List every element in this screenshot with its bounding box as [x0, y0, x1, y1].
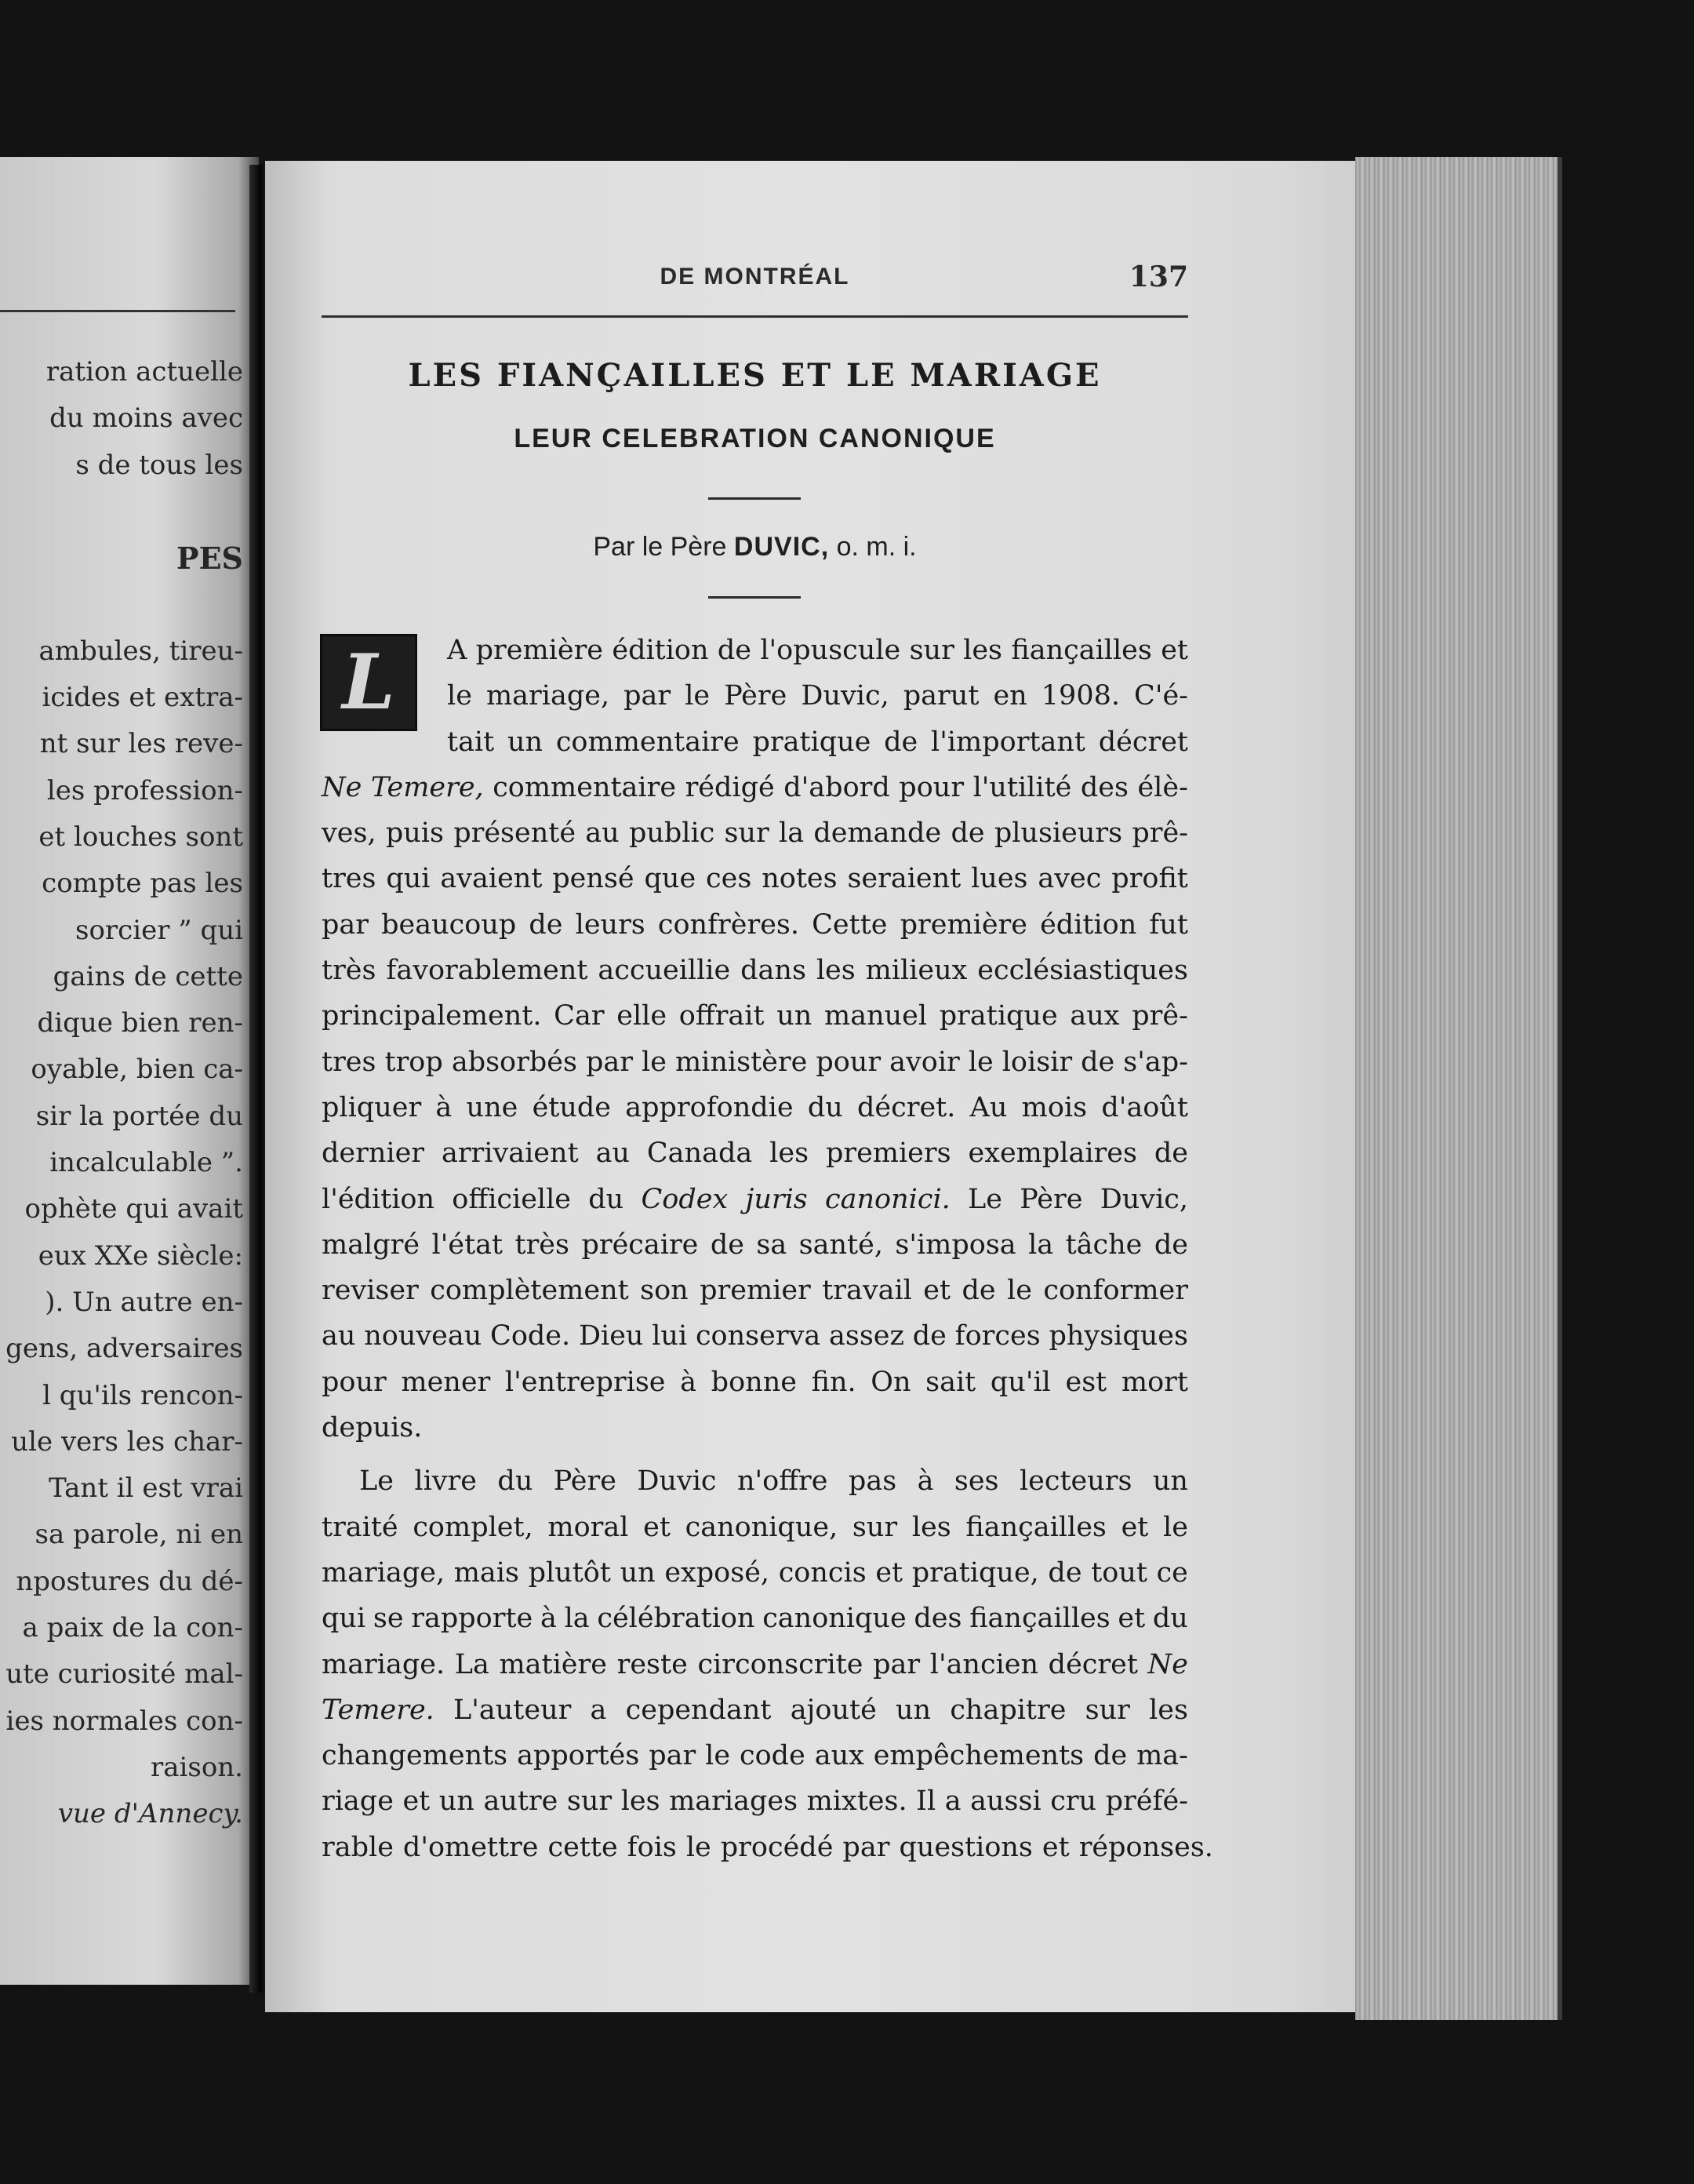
- left-page-line: sorcier ” qui: [75, 914, 243, 946]
- article-title: LES FIANÇAILLES ET LE MARIAGE: [408, 357, 1102, 394]
- body-line: reviser complètement son premier travail et de le conformer: [322, 1275, 1188, 1307]
- left-page-line: [0, 581, 243, 628]
- body-line: le mariage, par le Père Duvic, parut en 1908. C'é-: [447, 680, 1188, 712]
- left-page-line: [0, 489, 243, 535]
- article-subtitle: LEUR CELEBRATION CANONIQUE: [514, 424, 996, 453]
- header-rule: [322, 315, 1188, 318]
- left-page-line: PES: [176, 541, 243, 577]
- body-line: rable d'omettre cette fois le procédé par questions et réponses.: [322, 1831, 1213, 1863]
- body-line: mariage. La matière reste circonscrite par l'ancien décret Ne: [322, 1648, 1188, 1680]
- body-line: qui se rapporte à la célébration canonique des fiançailles et du: [322, 1603, 1188, 1635]
- body-line: malgré l'état très précaire de sa santé, s'imposa la tâche de: [322, 1228, 1188, 1261]
- left-page-line: dique bien ren-: [37, 1007, 243, 1039]
- left-page-line: ophète qui avait: [24, 1193, 243, 1225]
- body-line: tres trop absorbés par le ministère pour avoir le loisir de s'ap-: [322, 1046, 1188, 1078]
- body-line: depuis.: [322, 1412, 423, 1444]
- left-page-line: du moins avec: [49, 402, 243, 435]
- left-page-line: compte pas les: [42, 868, 243, 900]
- byline: [322, 532, 1188, 562]
- byline-prefix: Par le Père: [593, 532, 727, 562]
- body-line: pliquer à une étude approfondie du décret. Au mois d'août: [322, 1091, 1188, 1123]
- byline-divider: [708, 596, 801, 599]
- body-line: au nouveau Code. Dieu lui conserva assez de forces physiques: [322, 1320, 1188, 1352]
- left-page-line: eux XXe siècle:: [38, 1239, 243, 1272]
- body-line: tres qui avaient pensé que ces notes seraient lues avec profit: [322, 863, 1188, 895]
- body-line: riage et un autre sur les mariages mixtes. Il a aussi cru préfé-: [322, 1785, 1188, 1818]
- left-page-line: a paix de la con-: [22, 1612, 243, 1644]
- body-line: Le livre du Père Duvic n'offre pas à ses lecteurs un: [359, 1465, 1188, 1498]
- body-line: changements apportés par le code aux empêchements de ma-: [322, 1740, 1188, 1772]
- body-line: traité complet, moral et canonique, sur les fiançailles et le: [322, 1511, 1188, 1543]
- running-title: DE MONTRÉAL: [660, 264, 850, 289]
- left-page-line: gens, adversaires: [5, 1333, 243, 1365]
- left-page-line: incalculable ”.: [49, 1147, 243, 1179]
- body-line: tait un commentaire pratique de l'important décret: [447, 726, 1188, 758]
- left-page-line: vue d'Annecy.: [57, 1798, 243, 1830]
- left-page-line: ambules, tireu-: [38, 635, 243, 667]
- byline-author: DUVIC,: [733, 532, 830, 562]
- left-page-line: sir la portée du: [35, 1100, 243, 1132]
- left-page-line: icides et extra-: [42, 682, 243, 714]
- body-line: principalement. Car elle offrait un manuel pratique aux prê-: [322, 1000, 1188, 1032]
- left-page-line: ration actuelle: [45, 356, 243, 388]
- left-page-line: ies normales con-: [5, 1705, 243, 1737]
- body-line: mariage, mais plutôt un exposé, concis et pratique, de tout ce: [322, 1556, 1188, 1589]
- body-line: Ne Temere, commentaire rédigé d'abord pour l'utilité des élè-: [322, 771, 1188, 803]
- body-line: l'édition officielle du Codex juris canonici. Le Père Duvic,: [322, 1183, 1188, 1215]
- left-page-line: npostures du dé-: [16, 1565, 243, 1597]
- page-edges: [1355, 157, 1562, 2020]
- left-page-line: sa parole, ni en: [35, 1519, 243, 1551]
- running-head: [322, 260, 1188, 297]
- body-line: pour mener l'entreprise à bonne fin. On sait qu'il est mort: [322, 1366, 1188, 1398]
- left-page-line: oyable, bien ca-: [31, 1054, 243, 1086]
- left-page-line: les profession-: [46, 774, 243, 806]
- body-line: A première édition de l'opuscule sur les fiançailles et: [447, 635, 1188, 666]
- body-line: par beaucoup de leurs confrères. Cette première édition fut: [322, 908, 1188, 941]
- body-line: très favorablement accueillie dans les milieux ecclésiastiques: [322, 955, 1188, 987]
- left-page-line: ule vers les char-: [11, 1425, 243, 1458]
- title-divider: [708, 497, 801, 500]
- dropcap-letter: L: [342, 638, 395, 726]
- left-page-text: [0, 349, 243, 1838]
- left-page-line: l qu'ils rencon-: [42, 1379, 243, 1411]
- left-page-header-rule: [0, 310, 235, 312]
- left-page-line: raison.: [150, 1751, 243, 1783]
- body-line: ves, puis présenté au public sur la demande de plusieurs prê-: [322, 817, 1188, 850]
- left-page-line: et louches sont: [38, 821, 243, 853]
- left-page-line: ). Un autre en-: [45, 1286, 243, 1318]
- left-page-line: s de tous les: [75, 449, 243, 481]
- article-body: [322, 628, 1213, 1870]
- body-line: dernier arrivaient au Canada les premiers exemplaires de: [322, 1138, 1188, 1170]
- left-page: [0, 157, 259, 1985]
- page-number: 137: [1129, 260, 1188, 293]
- left-page-line: gains de cette: [53, 960, 243, 992]
- byline-suffix: o. m. i.: [836, 532, 917, 562]
- body-line: Temere. L'auteur a cependant ajouté un chapitre sur les: [322, 1694, 1188, 1726]
- left-page-line: nt sur les reve-: [39, 728, 243, 760]
- left-page-line: ute curiosité mal-: [5, 1658, 243, 1691]
- left-page-line: Tant il est vrai: [49, 1472, 243, 1505]
